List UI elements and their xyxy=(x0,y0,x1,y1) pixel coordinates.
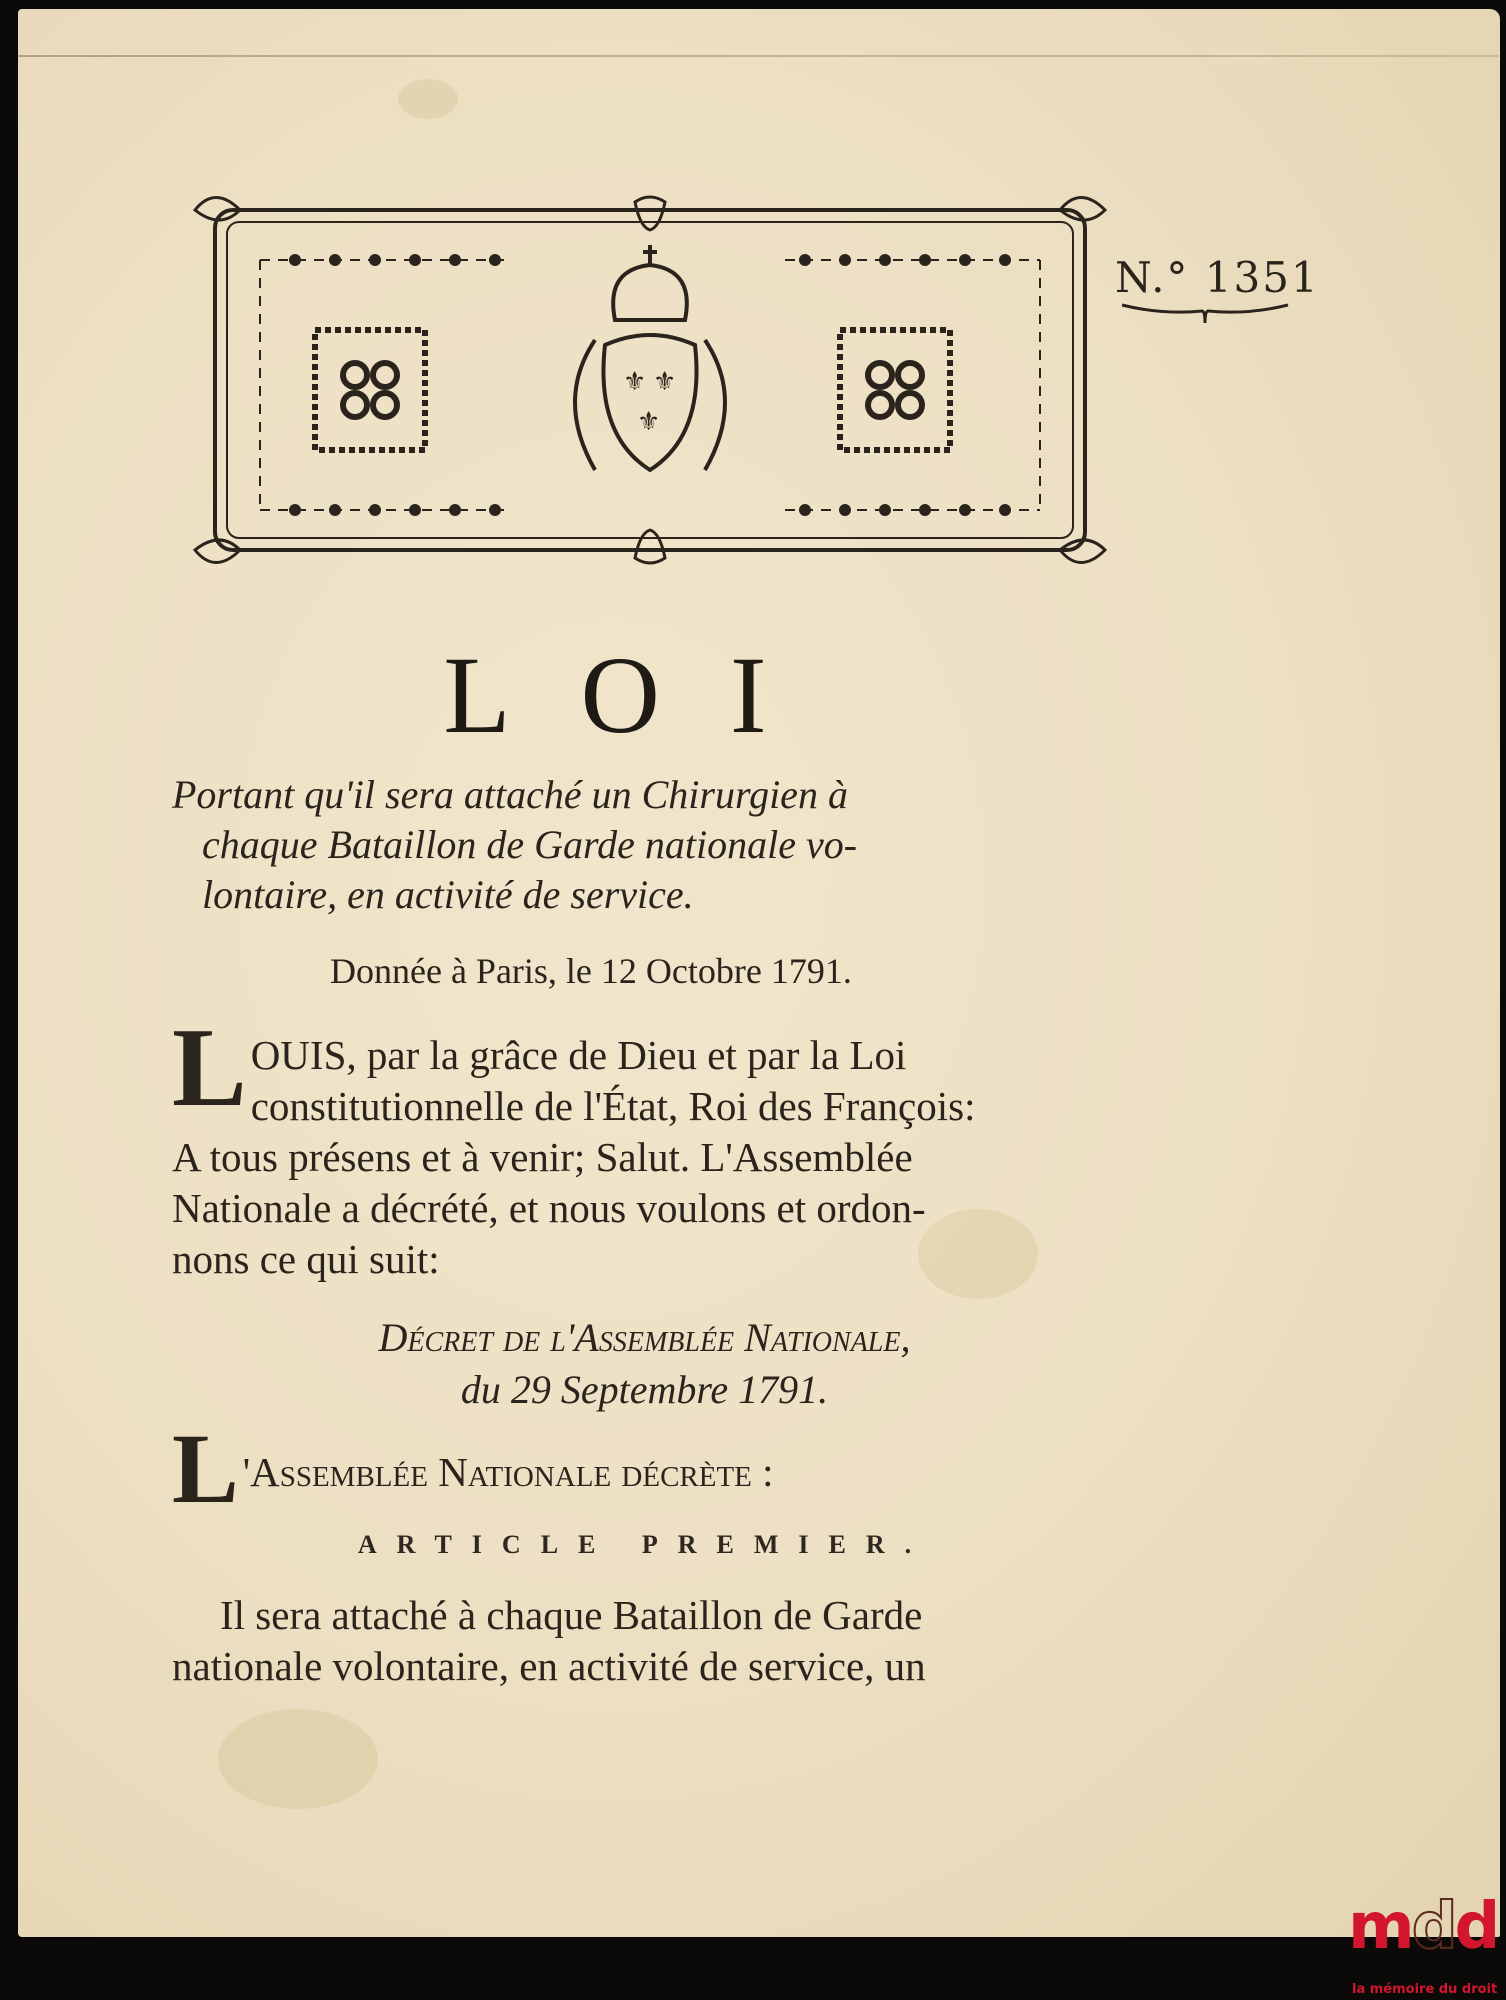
preamble-line: OUIS, par la grâce de Dieu et par la Loi xyxy=(250,1032,907,1078)
preamble xyxy=(172,1006,1117,1285)
svg-text:⚜: ⚜ xyxy=(653,367,677,397)
preamble-line: nons ce qui suit: xyxy=(172,1236,440,1282)
decrees-line xyxy=(172,1413,1117,1524)
decrees-text: 'Assemblée Nationale décrète : xyxy=(242,1449,774,1495)
given-date-line: Donnée à Paris, le 12 Octobre 1791. xyxy=(330,951,852,991)
document-subtitle xyxy=(172,770,1122,920)
decree-line: Décret de l'Assemblée Nationale, xyxy=(378,1315,911,1360)
royal-ornament-frame xyxy=(175,180,1125,580)
subtitle-line: lontaire, en activité de service. xyxy=(202,872,694,917)
preamble-line: Nationale a décrété, et nous voulons et ordon- xyxy=(172,1185,926,1231)
subtitle-line: chaque Bataillon de Garde nationale vo- xyxy=(202,822,858,867)
preamble-line: constitutionnelle de l'État, Roi des François: xyxy=(250,1083,976,1129)
logo-d-outline: d xyxy=(1411,1890,1455,1964)
logo-m: m xyxy=(1348,1890,1412,1964)
decree-line: du 29 Septembre 1791. xyxy=(460,1367,829,1412)
document-title: LOI xyxy=(443,634,837,756)
svg-text:⚜: ⚜ xyxy=(637,407,661,437)
subtitle-line: Portant qu'il sera attaché un Chirurgien à xyxy=(172,772,848,817)
article-heading: ARTICLE PREMIER. xyxy=(357,1530,932,1559)
fold-line xyxy=(18,55,1498,57)
law-number: N.° 1351 xyxy=(1115,253,1320,302)
svg-text:⚜: ⚜ xyxy=(623,367,647,397)
article-line: Il sera attaché à chaque Bataillon de Garde xyxy=(220,1592,923,1638)
decree-heading xyxy=(172,1312,1117,1416)
article-line: nationale volontaire, en activité de service, un xyxy=(172,1643,926,1689)
dropcap: L xyxy=(172,1006,247,1130)
logo-tagline: la mémoire du droit xyxy=(1352,1982,1498,1997)
article-text xyxy=(172,1590,1117,1692)
preamble-line: A tous présens et à venir; Salut. L'Assemblée xyxy=(172,1134,913,1180)
dropcap: L xyxy=(172,1413,239,1524)
right-medallion xyxy=(840,330,950,450)
left-medallion xyxy=(315,330,425,450)
brace-underline xyxy=(1120,300,1290,330)
mdd-logo xyxy=(1348,1890,1498,1964)
logo-d: d xyxy=(1454,1890,1498,1964)
